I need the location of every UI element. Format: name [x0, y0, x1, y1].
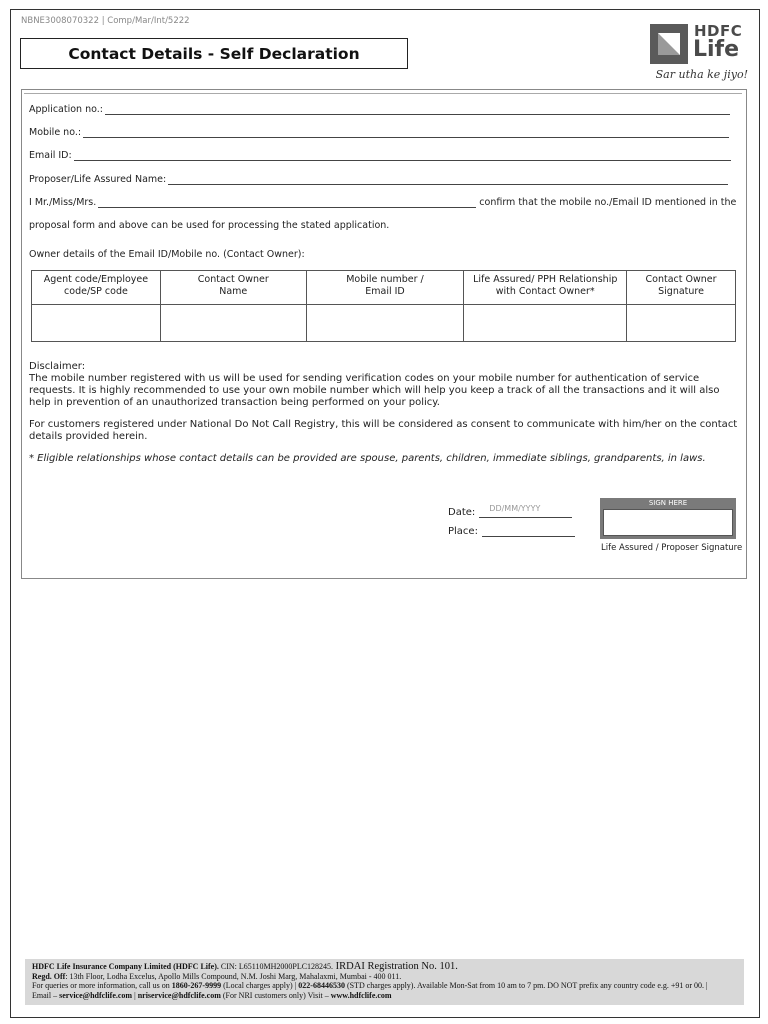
- footer-queries-suffix: (STD charges apply). Available Mon-Sat from 10 am to 7 pm. DO NOT prefix any country code e.g. +91 or 00. |: [344, 981, 708, 990]
- cell-agent-code[interactable]: [32, 305, 161, 342]
- place-row: [448, 526, 575, 537]
- declaration-prefix: I Mr./Miss/Mrs.: [29, 197, 97, 208]
- footer-irdai: IRDAI Registration No. 101.: [333, 961, 458, 972]
- declaration-name-field[interactable]: [98, 199, 476, 208]
- page-title: Contact Details - Self Declaration: [68, 44, 360, 63]
- logo-text-hdfc: HDFC: [694, 22, 743, 40]
- hdfc-life-logo: [648, 22, 748, 84]
- relationship-note: * Eligible relationships whose contact details can be provided are spouse, parents, children, immediate siblings, grandparents, in laws.: [29, 453, 706, 464]
- date-field[interactable]: [479, 504, 572, 518]
- declaration-line-2: proposal form and above can be used for processing the stated application.: [29, 220, 390, 231]
- footer-line-3: [32, 981, 737, 991]
- footer-line-4: [32, 991, 737, 1001]
- mobile-no-field[interactable]: [83, 129, 729, 138]
- signature-caption: Life Assured / Proposer Signature: [601, 543, 743, 553]
- logo-text-life: Life: [693, 37, 740, 62]
- logo-tagline: Sar utha ke jiyo!: [655, 68, 748, 81]
- footer-email-service[interactable]: service@hdfclife.com: [59, 990, 133, 1000]
- col-header-owner-signature: Contact Owner Signature: [627, 271, 736, 305]
- footer-regd-address: : 13th Floor, Lodha Excelus, Apollo Mills Compound, N.M. Joshi Marg, Mahalaxmi, Mumbai - 400 011.: [65, 971, 402, 981]
- disclaimer-para-1: The mobile number registered with us will be used for sending verification codes on your mobile number for authentication of service requests. It is highly recommended to use your own mobile number which will help you keep a track of all the transactions and it will also help in prevention of an unauthorized transaction being performed on your policy.: [29, 373, 720, 408]
- date-placeholder: DD/MM/YYYY: [489, 504, 541, 513]
- signature-field[interactable]: [603, 509, 733, 536]
- footer-company: HDFC Life Insurance Company Limited (HDFC Life).: [32, 962, 219, 971]
- cell-owner-signature[interactable]: [627, 305, 736, 342]
- application-no-row: [29, 104, 730, 115]
- form-code: NBNE3008070322 | Comp/Mar/Int/5222: [21, 16, 190, 26]
- email-id-row: [29, 150, 731, 161]
- footer-cin: CIN: L65110MH2000PLC128245.: [218, 962, 334, 971]
- footer-email-nri-note: (For NRI customers only) Visit –: [220, 990, 331, 1000]
- footer-queries-mid: (Local charges apply) |: [221, 981, 299, 990]
- footer-line-2: [32, 972, 737, 982]
- place-field[interactable]: [482, 526, 575, 537]
- cell-mobile-email[interactable]: [306, 305, 464, 342]
- date-row: [448, 504, 572, 518]
- table-row: [32, 305, 736, 342]
- declaration-suffix: confirm that the mobile no./Email ID mentioned in the: [479, 197, 737, 208]
- table-header-row: [32, 271, 736, 305]
- disclaimer: [29, 361, 739, 475]
- cell-owner-name[interactable]: [160, 305, 306, 342]
- owner-details-label: Owner details of the Email ID/Mobile no. (Contact Owner):: [29, 249, 305, 260]
- footer-line-1: [32, 962, 737, 972]
- declaration-row: [29, 197, 736, 208]
- footer: [25, 959, 744, 1005]
- mobile-no-label: Mobile no.:: [29, 127, 82, 138]
- mobile-no-row: [29, 127, 729, 138]
- email-id-label: Email ID:: [29, 150, 72, 161]
- application-no-label: Application no.:: [29, 104, 103, 115]
- proposer-name-label: Proposer/Life Assured Name:: [29, 174, 167, 185]
- col-header-agent-code: Agent code/Employee code/SP code: [32, 271, 161, 305]
- disclaimer-heading: Disclaimer:: [29, 361, 86, 372]
- footer-website-link[interactable]: www.hdfclife.com: [330, 990, 392, 1000]
- footer-phone-2: 022-68446530: [298, 981, 345, 990]
- place-label: Place:: [448, 526, 478, 537]
- sign-here-label: SIGN HERE: [648, 499, 688, 507]
- footer-phone-1: 1860-267-9999: [171, 981, 222, 990]
- footer-email-nri[interactable]: nriservice@hdfclife.com: [137, 990, 221, 1000]
- application-no-field[interactable]: [105, 106, 730, 115]
- footer-regd-label: Regd. Off: [32, 971, 66, 981]
- date-label: Date:: [448, 507, 476, 518]
- footer-email-prefix: Email –: [32, 990, 60, 1000]
- col-header-relationship: Life Assured/ PPH Relationship with Contact Owner*: [464, 271, 627, 305]
- form-body-divider: [24, 93, 742, 94]
- title-box: [20, 38, 408, 69]
- proposer-name-field[interactable]: [168, 176, 728, 185]
- logo-mark-icon: [650, 24, 688, 64]
- email-id-field[interactable]: [74, 152, 731, 161]
- cell-relationship[interactable]: [464, 305, 627, 342]
- proposer-name-row: [29, 174, 728, 185]
- signature-box: [600, 498, 736, 539]
- col-header-owner-name: Contact Owner Name: [160, 271, 306, 305]
- footer-queries-prefix: For queries or more information, call us on: [32, 981, 172, 990]
- footer-email-sep: |: [132, 990, 138, 1000]
- col-header-mobile-email: Mobile number / Email ID: [306, 271, 464, 305]
- contact-owner-table: [31, 270, 736, 342]
- disclaimer-para-2: For customers registered under National Do Not Call Registry, this will be considered as consent to communicate with him/her on the contact details provided herein.: [29, 419, 738, 442]
